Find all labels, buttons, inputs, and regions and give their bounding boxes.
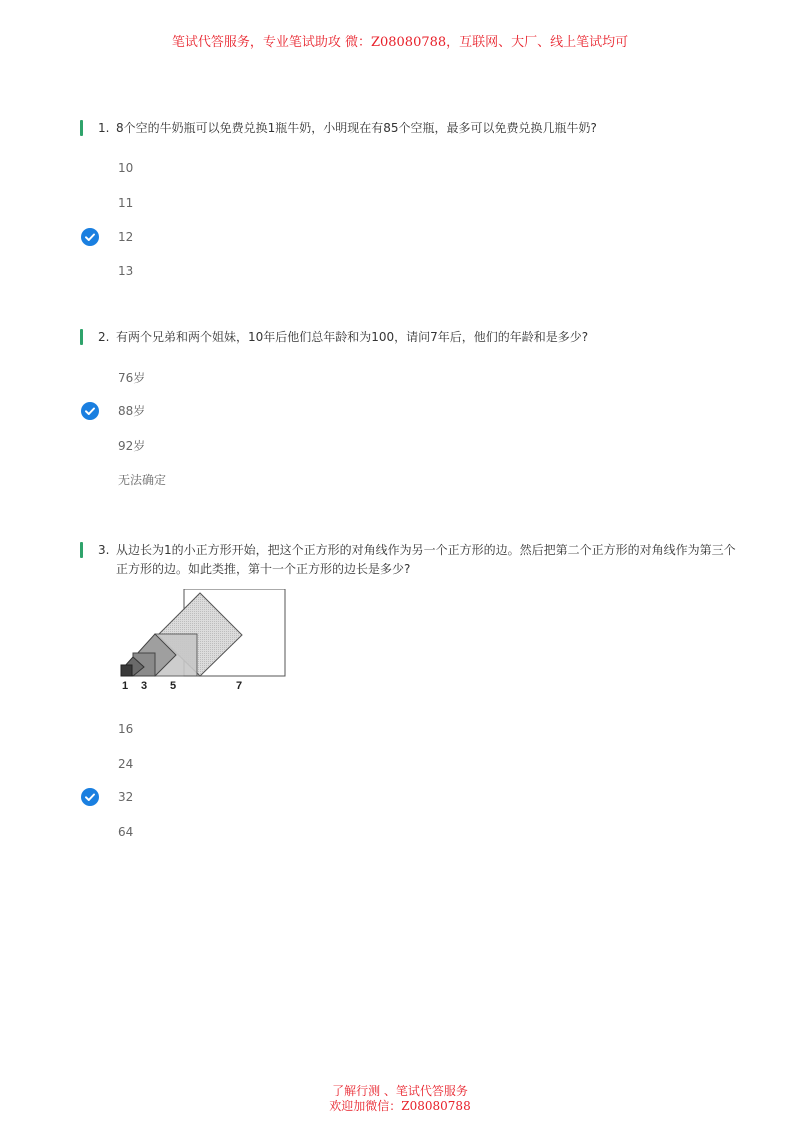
option-label: 13 bbox=[118, 264, 134, 278]
option-item[interactable] bbox=[80, 193, 480, 213]
question-marker bbox=[80, 542, 83, 558]
option-label: 76岁 bbox=[118, 371, 146, 385]
option-item-selected[interactable] bbox=[80, 787, 480, 807]
question-number: 2. bbox=[98, 330, 110, 344]
header-watermark: 笔试代答服务，专业笔试助攻 微：Z08080788，互联网、大厂、线上笔试均可 bbox=[171, 35, 629, 50]
option-label: 16 bbox=[118, 722, 134, 736]
question-marker bbox=[80, 120, 83, 136]
option-item[interactable] bbox=[80, 436, 480, 456]
option-label: 88岁 bbox=[118, 404, 146, 418]
square-1 bbox=[121, 665, 132, 676]
option-label: 10 bbox=[118, 161, 134, 175]
option-label: 92岁 bbox=[118, 439, 146, 453]
option-label: 64 bbox=[118, 825, 134, 839]
question-text bbox=[98, 541, 758, 579]
option-item-selected[interactable] bbox=[80, 227, 480, 247]
option-label: 11 bbox=[118, 196, 134, 210]
option-label: 24 bbox=[118, 757, 134, 771]
figure-label-5: 5 bbox=[170, 680, 177, 691]
check-icon bbox=[81, 228, 99, 246]
question-text bbox=[98, 119, 758, 138]
question-stem-line-1: 从边长为1的小正方形开始，把这个正方形的对角线作为另一个正方形的边。然后把第二个正方形的对角线作为第三个 bbox=[116, 543, 736, 557]
question-stem: 8个空的牛奶瓶可以免费兑换1瓶牛奶，小明现在有85个空瓶，最多可以免费兑换几瓶牛奶? bbox=[116, 121, 597, 135]
option-item[interactable] bbox=[80, 822, 480, 842]
footer-watermark bbox=[0, 1084, 800, 1114]
option-item[interactable] bbox=[80, 261, 480, 281]
figure-label-3: 3 bbox=[141, 680, 148, 691]
option-item[interactable] bbox=[80, 719, 480, 739]
footer-line-2: 欢迎加微信：Z08080788 bbox=[329, 1099, 471, 1113]
check-icon bbox=[81, 788, 99, 806]
check-icon bbox=[81, 402, 99, 420]
option-item-selected[interactable] bbox=[80, 401, 480, 421]
option-label: 32 bbox=[118, 790, 134, 804]
option-item[interactable] bbox=[80, 470, 480, 490]
option-item[interactable] bbox=[80, 368, 480, 388]
squares-figure bbox=[118, 589, 288, 695]
figure-label-7: 7 bbox=[236, 680, 243, 691]
question-stem: 有两个兄弟和两个姐妹，10年后他们总年龄和为100，请问7年后，他们的年龄和是多少? bbox=[116, 330, 589, 344]
option-label: 12 bbox=[118, 230, 134, 244]
footer-line-1: 了解行测 、笔试代答服务 bbox=[332, 1084, 468, 1098]
option-item[interactable] bbox=[80, 754, 480, 774]
question-text bbox=[98, 328, 758, 347]
question-marker bbox=[80, 329, 83, 345]
question-number: 1. bbox=[98, 121, 110, 135]
squares-diagram bbox=[118, 589, 288, 691]
figure-label-1: 1 bbox=[122, 680, 129, 691]
question-stem-line-2: 正方形的边。如此类推，第十一个正方形的边长是多少? bbox=[116, 562, 411, 576]
option-label: 无法确定 bbox=[118, 473, 167, 487]
question-number: 3. bbox=[98, 543, 110, 557]
option-item[interactable] bbox=[80, 158, 480, 178]
